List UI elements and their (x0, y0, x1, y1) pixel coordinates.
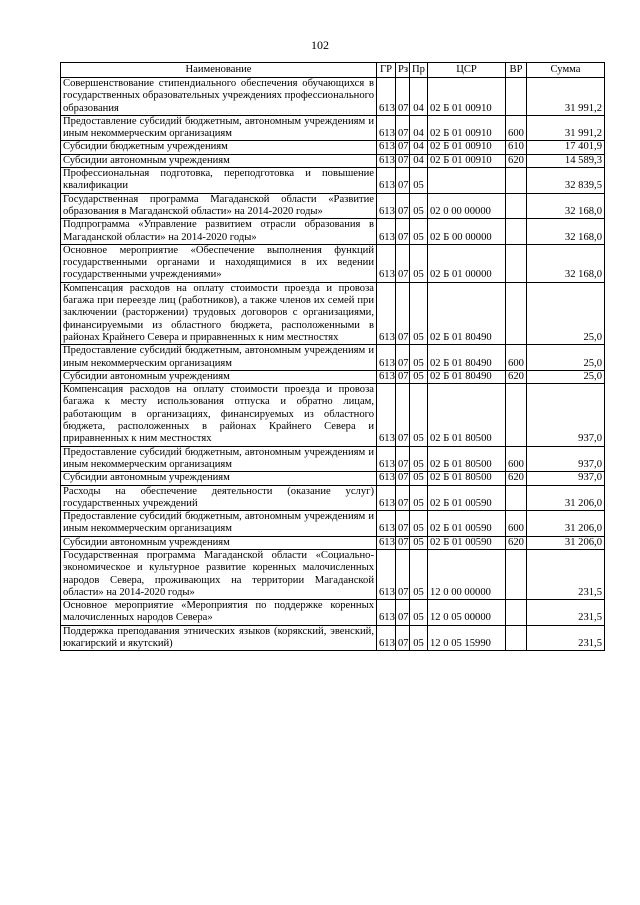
table-row (61, 154, 605, 167)
cell-pr: 05 (410, 282, 428, 344)
cell-rz: 07 (396, 625, 410, 651)
cell-sum: 937,0 (527, 384, 605, 446)
cell-sum: 31 206,0 (527, 536, 605, 549)
cell-name: Предоставление субсидий бюджетным, автономным учреждениям и иным некоммерческим организациям (61, 446, 377, 472)
cell-name: Основное мероприятие «Обеспечение выполнения функций государственными органами и находящимися в их ведении государственными учреждениями» (61, 244, 377, 282)
cell-sum: 31 206,0 (527, 511, 605, 537)
cell-csr: 12 0 05 15990 (428, 625, 506, 651)
table-row (61, 625, 605, 651)
cell-vr (506, 600, 527, 626)
cell-csr: 12 0 05 00000 (428, 600, 506, 626)
cell-pr: 05 (410, 446, 428, 472)
cell-rz: 07 (396, 536, 410, 549)
cell-rz: 07 (396, 115, 410, 141)
cell-rz: 07 (396, 282, 410, 344)
cell-pr: 05 (410, 485, 428, 511)
cell-csr: 12 0 00 00000 (428, 549, 506, 599)
cell-vr: 620 (506, 154, 527, 167)
table-body (61, 78, 605, 651)
cell-pr: 05 (410, 549, 428, 599)
cell-pr: 04 (410, 78, 428, 116)
table-row (61, 446, 605, 472)
cell-pr: 05 (410, 384, 428, 446)
cell-csr: 02 0 00 00000 (428, 193, 506, 219)
cell-csr: 02 Б 01 00910 (428, 78, 506, 116)
cell-sum: 17 401,9 (527, 141, 605, 154)
cell-gr: 613 (377, 154, 396, 167)
cell-sum: 31 991,2 (527, 115, 605, 141)
cell-csr: 02 Б 01 00000 (428, 244, 506, 282)
cell-rz: 07 (396, 141, 410, 154)
cell-name: Компенсация расходов на оплату стоимости проезда и провоза багажа к месту использования отпуска и обратно лицам, работающим в организациях, финансируемых из областного бюджета, расположенных в районах Крайнего Севера и приравненных к ним местностях (61, 384, 377, 446)
cell-sum: 32 168,0 (527, 193, 605, 219)
cell-gr: 613 (377, 485, 396, 511)
cell-pr: 05 (410, 244, 428, 282)
cell-gr: 613 (377, 370, 396, 383)
cell-csr: 02 Б 01 00590 (428, 536, 506, 549)
header-vr: ВР (506, 63, 527, 78)
cell-sum: 31 991,2 (527, 78, 605, 116)
cell-sum: 231,5 (527, 549, 605, 599)
cell-gr: 613 (377, 78, 396, 116)
cell-pr: 05 (410, 345, 428, 371)
table-row (61, 78, 605, 116)
cell-name: Основное мероприятие «Мероприятия по поддержке коренных малочисленных народов Севера» (61, 600, 377, 626)
cell-rz: 07 (396, 384, 410, 446)
cell-csr (428, 168, 506, 194)
header-sum: Сумма (527, 63, 605, 78)
cell-rz: 07 (396, 511, 410, 537)
table-row (61, 472, 605, 485)
cell-sum: 32 168,0 (527, 219, 605, 245)
cell-pr: 04 (410, 141, 428, 154)
cell-pr: 05 (410, 625, 428, 651)
cell-pr: 04 (410, 154, 428, 167)
cell-csr: 02 Б 00 00000 (428, 219, 506, 245)
table-row (61, 193, 605, 219)
header-name: Наименование (61, 63, 377, 78)
cell-vr: 610 (506, 141, 527, 154)
cell-vr (506, 193, 527, 219)
cell-sum: 32 839,5 (527, 168, 605, 194)
cell-rz: 07 (396, 345, 410, 371)
cell-vr: 600 (506, 345, 527, 371)
table-row (61, 384, 605, 446)
cell-rz: 07 (396, 549, 410, 599)
table-header-row (61, 63, 605, 78)
cell-pr: 05 (410, 193, 428, 219)
cell-gr: 613 (377, 549, 396, 599)
cell-gr: 613 (377, 536, 396, 549)
cell-rz: 07 (396, 472, 410, 485)
cell-name: Государственная программа Магаданской области «Развитие образования в Магаданской области» на 2014-2020 годы» (61, 193, 377, 219)
cell-name: Государственная программа Магаданской области «Социально-экономическое и культурное развитие коренных малочисленных народов Севера, проживающих на территории Магаданской области» на 2014-2020 годы» (61, 549, 377, 599)
cell-csr: 02 Б 01 80500 (428, 446, 506, 472)
cell-gr: 613 (377, 600, 396, 626)
cell-rz: 07 (396, 485, 410, 511)
cell-name: Профессиональная подготовка, переподготовка и повышение квалификации (61, 168, 377, 194)
cell-rz: 07 (396, 78, 410, 116)
cell-vr (506, 78, 527, 116)
cell-csr: 02 Б 01 00910 (428, 154, 506, 167)
cell-gr: 613 (377, 168, 396, 194)
cell-sum: 937,0 (527, 446, 605, 472)
cell-pr: 05 (410, 370, 428, 383)
cell-name: Субсидии автономным учреждениям (61, 536, 377, 549)
cell-rz: 07 (396, 193, 410, 219)
table-row (61, 511, 605, 537)
cell-gr: 613 (377, 384, 396, 446)
budget-table (60, 62, 605, 651)
cell-vr: 600 (506, 511, 527, 537)
cell-name: Подпрограмма «Управление развитием отрасли образования в Магаданской области» на 2014-2020 годы» (61, 219, 377, 245)
cell-pr: 04 (410, 115, 428, 141)
cell-csr: 02 Б 01 00590 (428, 485, 506, 511)
cell-gr: 613 (377, 244, 396, 282)
cell-sum: 25,0 (527, 282, 605, 344)
cell-sum: 231,5 (527, 600, 605, 626)
cell-gr: 613 (377, 282, 396, 344)
cell-name: Предоставление субсидий бюджетным, автономным учреждениям и иным некоммерческим организациям (61, 345, 377, 371)
cell-rz: 07 (396, 168, 410, 194)
cell-rz: 07 (396, 370, 410, 383)
cell-rz: 07 (396, 244, 410, 282)
cell-name: Расходы на обеспечение деятельности (оказание услуг) государственных учреждений (61, 485, 377, 511)
table-row (61, 282, 605, 344)
cell-vr (506, 168, 527, 194)
cell-name: Совершенствование стипендиального обеспечения обучающихся в государственных образовательных учреждениях профессионального образования (61, 78, 377, 116)
table-row (61, 370, 605, 383)
cell-name: Субсидии автономным учреждениям (61, 370, 377, 383)
cell-pr: 05 (410, 168, 428, 194)
cell-sum: 25,0 (527, 370, 605, 383)
cell-name: Предоставление субсидий бюджетным, автономным учреждениям и иным некоммерческим организациям (61, 115, 377, 141)
cell-gr: 613 (377, 345, 396, 371)
cell-vr: 600 (506, 115, 527, 141)
cell-csr: 02 Б 01 80500 (428, 384, 506, 446)
cell-sum: 937,0 (527, 472, 605, 485)
table-row (61, 141, 605, 154)
cell-rz: 07 (396, 219, 410, 245)
cell-vr (506, 282, 527, 344)
cell-vr (506, 244, 527, 282)
cell-gr: 613 (377, 446, 396, 472)
cell-vr (506, 549, 527, 599)
cell-pr: 05 (410, 511, 428, 537)
cell-vr: 600 (506, 446, 527, 472)
table-row (61, 345, 605, 371)
cell-vr: 620 (506, 472, 527, 485)
page-number: 102 (311, 38, 329, 52)
cell-name: Компенсация расходов на оплату стоимости проезда и провоза багажа при переезде лиц (работников), а также членов их семей при заключении (расторжении) трудовых договоров с организациями, финансируемыми из областного бюджета, расположенными в районах Крайнего Севера и приравненных к ним местностях (61, 282, 377, 344)
cell-pr: 05 (410, 219, 428, 245)
table-row (61, 115, 605, 141)
cell-gr: 613 (377, 625, 396, 651)
cell-gr: 613 (377, 511, 396, 537)
header-rz: Рз (396, 63, 410, 78)
cell-rz: 07 (396, 600, 410, 626)
cell-pr: 05 (410, 600, 428, 626)
cell-vr (506, 625, 527, 651)
cell-vr (506, 485, 527, 511)
header-csr: ЦСР (428, 63, 506, 78)
cell-gr: 613 (377, 472, 396, 485)
cell-sum: 14 589,3 (527, 154, 605, 167)
cell-sum: 231,5 (527, 625, 605, 651)
cell-gr: 613 (377, 115, 396, 141)
table-row (61, 219, 605, 245)
cell-csr: 02 Б 01 80500 (428, 472, 506, 485)
table-row (61, 168, 605, 194)
cell-rz: 07 (396, 154, 410, 167)
cell-vr (506, 384, 527, 446)
cell-vr (506, 219, 527, 245)
cell-csr: 02 Б 01 80490 (428, 370, 506, 383)
cell-sum: 32 168,0 (527, 244, 605, 282)
table-row (61, 244, 605, 282)
cell-csr: 02 Б 01 80490 (428, 282, 506, 344)
cell-vr: 620 (506, 536, 527, 549)
cell-rz: 07 (396, 446, 410, 472)
cell-csr: 02 Б 01 80490 (428, 345, 506, 371)
cell-name: Поддержка преподавания этнических языков (корякский, эвенский, юкагирский и якутский) (61, 625, 377, 651)
header-pr: Пр (410, 63, 428, 78)
cell-sum: 25,0 (527, 345, 605, 371)
table-row (61, 549, 605, 599)
cell-csr: 02 Б 01 00910 (428, 115, 506, 141)
cell-gr: 613 (377, 219, 396, 245)
table-row (61, 600, 605, 626)
cell-name: Предоставление субсидий бюджетным, автономным учреждениям и иным некоммерческим организациям (61, 511, 377, 537)
cell-name: Субсидии бюджетным учреждениям (61, 141, 377, 154)
cell-vr: 620 (506, 370, 527, 383)
table-row (61, 485, 605, 511)
cell-pr: 05 (410, 472, 428, 485)
cell-gr: 613 (377, 193, 396, 219)
cell-pr: 05 (410, 536, 428, 549)
cell-sum: 31 206,0 (527, 485, 605, 511)
cell-name: Субсидии автономным учреждениям (61, 154, 377, 167)
cell-gr: 613 (377, 141, 396, 154)
cell-csr: 02 Б 01 00590 (428, 511, 506, 537)
cell-csr: 02 Б 01 00910 (428, 141, 506, 154)
table-row (61, 536, 605, 549)
cell-name: Субсидии автономным учреждениям (61, 472, 377, 485)
header-gr: ГР (377, 63, 396, 78)
